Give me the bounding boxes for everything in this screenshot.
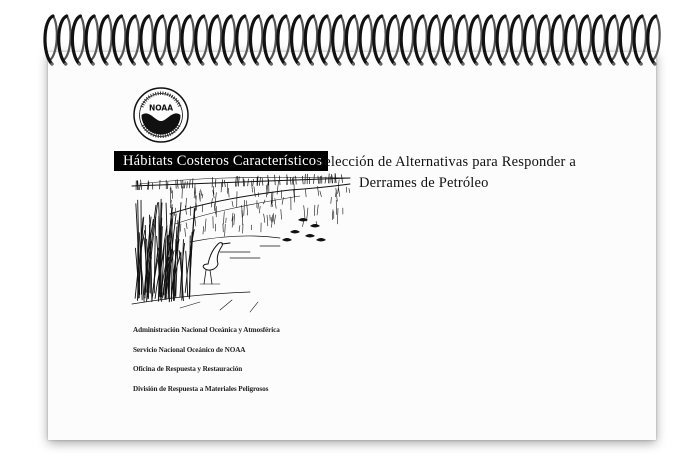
subtitle-line-2: Derrames de Petróleo [359,175,489,191]
org-line-nos: Servicio Nacional Oceánico de NOAA [133,345,246,354]
wetland-heron-illustration [130,172,365,320]
noaa-logo-icon [133,87,189,143]
logo-text: NOAA [148,103,174,113]
org-line-noaa: Administración Nacional Oceánica y Atmosférica [133,326,280,334]
organization-list [133,325,280,403]
org-line-hazmat-division: División de Respuesta a Materiales Peligrosos [133,384,269,393]
org-line-response-restoration: Oficina de Respuesta y Restauración [133,365,243,373]
spiral-binding [40,10,665,72]
subtitle-line-1: Selección de Alternativas para Responder a [316,154,577,170]
habitat-title-banner: Hábitats Costeros Característicos [114,151,328,171]
